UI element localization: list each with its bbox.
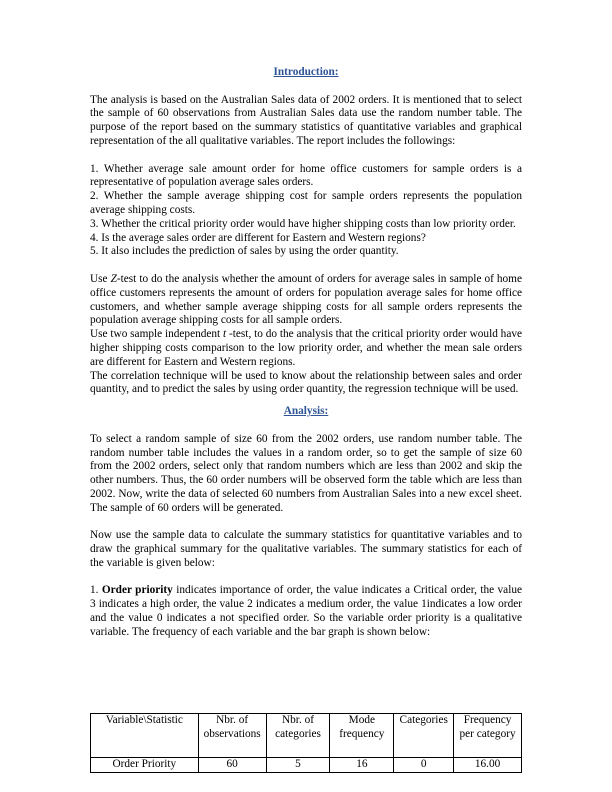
order-priority-term: Order priority (101, 584, 173, 597)
list-item: 5. It also includes the prediction of sales by using the order quantity. (90, 245, 399, 258)
document-page (90, 66, 522, 640)
z-test-paragraph (90, 273, 522, 328)
column-header: Nbr. of observations (198, 714, 266, 758)
table-row (91, 758, 522, 773)
paragraph-text: -test to do the analysis whether the amount of orders for average sales in sample of home office customers represents the amount of orders for population average sales for home office customers, and whether sample average shipping costs for all sample orders represents the population average shipping costs for all sample orders. (90, 272, 522, 327)
list-item: 2. Whether the sample average shipping cost for sample orders represents the population average shipping costs. (90, 190, 522, 216)
list-item: 1. Whether average sale amount order for home office customers for sample orders is a representative of population average sales orders. (90, 162, 522, 189)
order-priority-paragraph (90, 584, 522, 639)
paragraph-text: indicates importance of order, the value indicates a Critical order, the value 3 indicates a high order, the value 2 indicates a medium order, the value 1indicates a low order and the value 0 indicates a not specified order. So the variable order priority is a qualitative variable. The frequency of each variable and the bar graph is shown below: (90, 584, 522, 638)
table-cell: 60 (198, 758, 266, 773)
table-cell: 5 (266, 758, 330, 773)
paragraph-text: Use two sample independent (90, 328, 224, 341)
paragraph-text: Use (90, 272, 111, 285)
column-header: Nbr. of categories (266, 714, 330, 758)
analysis-heading: Analysis: (283, 405, 329, 418)
sampling-paragraph: To select a random sample of size 60 from the 2002 orders, use random number table. The random number table includes the values in a random order, so to get the sample of size 60 from the 2002 orders, select only that random numbers which are less than 2002 and skip the other numbers. Thus, the 60 order numbers will be observed form the table which are less than 2002. Now, write the data of selected 60 numbers from Australian Sales into a new excel sheet. The sample of 60 orders will be generated. (90, 432, 522, 514)
paragraph-text: 1. (90, 584, 102, 597)
column-header: Categories (394, 714, 454, 758)
column-header: Frequency per category (454, 714, 522, 758)
column-header: Variable\Statistic (91, 714, 199, 758)
list-item: 4. Is the average sales order are different for Eastern and Western regions? (90, 231, 426, 244)
summary-paragraph: Now use the sample data to calculate the summary statistics for quantitative variables and to draw the graphical summary for the qualitative variables. The summary statistics for each of the variable is given below: (90, 529, 522, 569)
t-test-paragraph (90, 328, 522, 369)
table-cell: 16.00 (454, 758, 522, 773)
column-header: Mode frequency (330, 714, 394, 758)
introduction-heading: Introduction: (273, 66, 339, 78)
summary-statistics-table (90, 713, 522, 773)
table-cell: 0 (394, 758, 454, 773)
table-header-row (91, 714, 522, 758)
intro-paragraph: The analysis is based on the Australian Sales data of 2002 orders. It is mentioned that to select the sample of 60 observations from Australian Sales data use the random number table. The purpose of the report based on the summary statistics of quantitative variables and graphical representation of the all qualitative variables. The report includes the followings: (90, 93, 522, 147)
table-cell: 16 (330, 758, 394, 773)
table-cell: Order Priority (91, 758, 199, 773)
t-symbol: t (223, 328, 227, 341)
paragraph-text: -test, to do the analysis that the critical priority order would have higher shipping costs comparison to the low priority order, and whether the mean sale orders are different for Eastern and Western regions. (90, 328, 523, 368)
correlation-paragraph: The correlation technique will be used to know about the relationship between sales and order quantity, and to predict the sales by using order quantity, the regression technique will be used. (90, 369, 522, 396)
list-item: 3. Whether the critical priority order would have higher shipping costs than low priority order. (90, 217, 516, 230)
z-symbol: Z (110, 272, 117, 285)
